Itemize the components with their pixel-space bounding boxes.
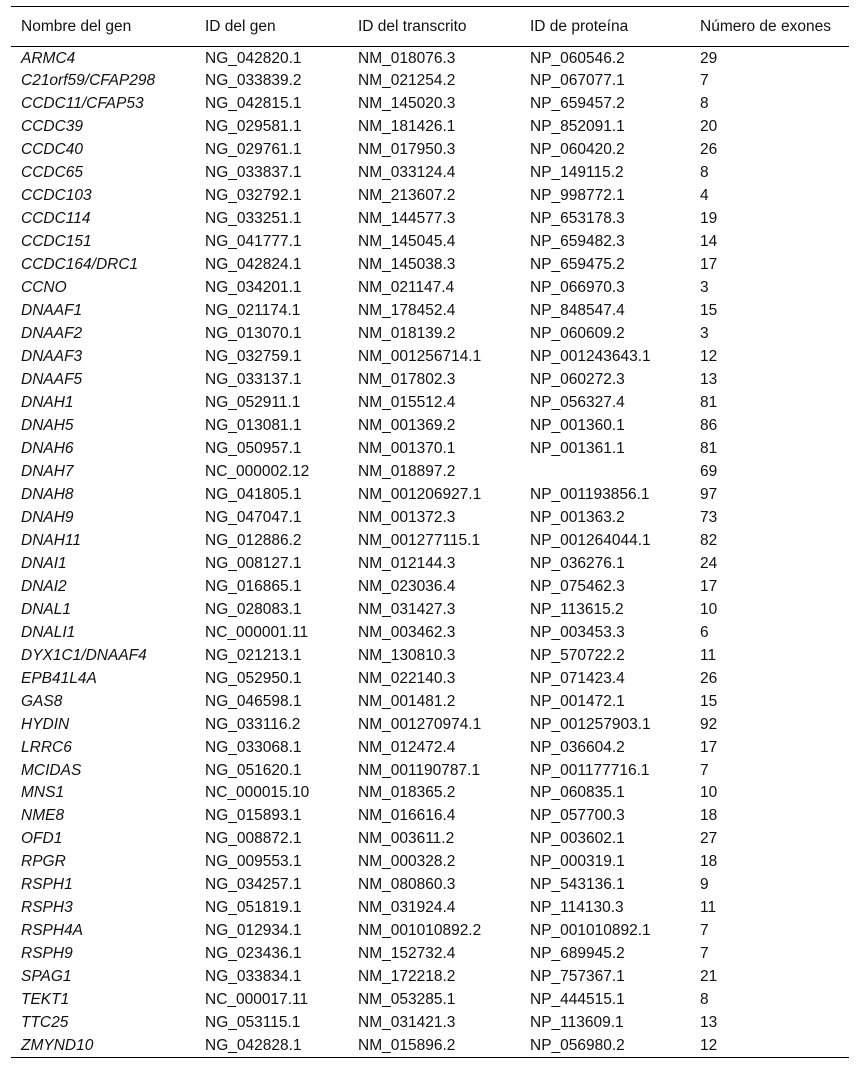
gene-name-cell: MCIDAS <box>21 761 82 779</box>
gene-name-cell: DNAH11 <box>21 531 82 549</box>
transcript-id-cell: NM_018897.2 <box>358 462 456 480</box>
protein-id-cell: NP_071423.4 <box>530 669 625 687</box>
table-row <box>11 782 849 805</box>
gene-name-cell: OFD1 <box>21 830 63 848</box>
gene-name-cell: HYDIN <box>21 715 70 733</box>
gene-name-cell: ZMYND10 <box>11 1034 195 1057</box>
exon-count-cell: 97 <box>700 485 718 503</box>
gene-id-cell: NG_041777.1 <box>205 233 302 251</box>
gene-name-cell: CCDC103 <box>21 187 92 205</box>
transcript-id-cell: NM_152732.4 <box>358 945 456 963</box>
table-row <box>11 92 849 115</box>
table-row <box>11 47 849 70</box>
exon-count-cell: 13 <box>700 1014 718 1032</box>
transcript-id-cell: NM_001369.2 <box>358 416 456 434</box>
table-row <box>11 827 849 850</box>
table-row <box>11 230 849 253</box>
gene-id-cell: NG_033068.1 <box>205 738 302 756</box>
gene-id-cell: NG_009553.1 <box>205 853 302 871</box>
transcript-id-cell: NM_021147.4 <box>358 279 455 297</box>
gene-name-cell: RPGR <box>21 853 66 871</box>
header-exon-count: Número de exones <box>690 7 849 47</box>
protein-id-cell: NP_056980.2 <box>520 1034 690 1057</box>
exon-count-cell: 7 <box>700 922 709 940</box>
exon-count-cell: 17 <box>700 577 718 595</box>
protein-id-cell: NP_001360.1 <box>530 416 625 434</box>
gene-name-cell: GAS8 <box>21 692 63 710</box>
exon-count-cell: 24 <box>700 554 718 572</box>
gene-id-cell: NG_012934.1 <box>205 922 302 940</box>
gene-name-cell: EPB41L4A <box>21 669 97 687</box>
protein-id-cell: NP_001257903.1 <box>530 715 651 733</box>
protein-id-cell: NP_149115.2 <box>530 164 624 182</box>
gene-id-cell: NG_046598.1 <box>205 692 302 710</box>
gene-id-cell: NG_047047.1 <box>205 508 302 526</box>
gene-name-cell: RSPH4A <box>21 922 84 940</box>
protein-id-cell: NP_075462.3 <box>530 577 625 595</box>
gene-id-cell: NG_051819.1 <box>205 899 302 917</box>
protein-id-cell: NP_848547.4 <box>530 302 625 320</box>
exon-count-cell: 73 <box>700 508 718 526</box>
protein-id-cell: NP_543136.1 <box>530 876 625 894</box>
transcript-id-cell: NM_145045.4 <box>358 233 456 251</box>
gene-id-cell: NG_013081.1 <box>205 416 302 434</box>
exon-count-cell: 86 <box>700 416 718 434</box>
table-row <box>11 483 849 506</box>
protein-id-cell: NP_689945.2 <box>530 945 625 963</box>
transcript-id-cell: NM_001370.1 <box>358 439 456 457</box>
protein-id-cell: NP_659475.2 <box>530 256 625 274</box>
protein-id-cell: NP_653178.3 <box>530 210 625 228</box>
table-row <box>11 575 849 598</box>
protein-id-cell: NP_003602.1 <box>530 830 625 848</box>
gene-table <box>11 6 849 1058</box>
gene-name-cell: CCNO <box>21 279 67 297</box>
exon-count-cell: 15 <box>700 302 718 320</box>
gene-id-cell: NG_021213.1 <box>205 646 302 664</box>
exon-count-cell: 69 <box>700 462 718 480</box>
protein-id-cell: NP_001243643.1 <box>530 348 651 366</box>
table-row <box>11 552 849 575</box>
exon-count-cell: 10 <box>700 784 718 802</box>
table-row <box>11 759 849 782</box>
gene-name-cell: DNAL1 <box>21 600 71 618</box>
transcript-id-cell: NM_001372.3 <box>358 508 456 526</box>
gene-id-cell: NG_032759.1 <box>205 348 302 366</box>
gene-id-cell: NG_013070.1 <box>205 325 302 343</box>
exon-count-cell: 8 <box>700 991 709 1009</box>
table-row <box>11 690 849 713</box>
protein-id-cell: NP_570722.2 <box>530 646 625 664</box>
table-row <box>11 391 849 414</box>
transcript-id-cell: NM_178452.4 <box>358 302 456 320</box>
gene-id-cell: NG_033834.1 <box>205 968 302 986</box>
transcript-id-cell: NM_018076.3 <box>358 49 456 67</box>
exon-count-cell: 82 <box>700 531 718 549</box>
table-row <box>11 115 849 138</box>
transcript-id-cell: NM_016616.4 <box>358 807 456 825</box>
protein-id-cell: NP_057700.3 <box>530 807 625 825</box>
gene-id-cell: NG_028083.1 <box>205 600 302 618</box>
protein-id-cell: NP_444515.1 <box>530 991 625 1009</box>
transcript-id-cell: NM_001206927.1 <box>358 485 482 503</box>
exon-count-cell: 17 <box>700 738 718 756</box>
gene-id-cell: NG_042824.1 <box>205 256 302 274</box>
gene-id-cell: NG_016865.1 <box>205 577 302 595</box>
table-row <box>11 253 849 276</box>
gene-name-cell: DNAI1 <box>21 554 67 572</box>
protein-id-cell: NP_998772.1 <box>530 187 625 205</box>
transcript-id-cell: NM_130810.3 <box>358 646 456 664</box>
gene-id-cell: NG_042820.1 <box>205 49 302 67</box>
protein-id-cell: NP_066970.3 <box>530 279 625 297</box>
transcript-id-cell: NM_144577.3 <box>358 210 456 228</box>
table-body <box>11 47 849 1058</box>
transcript-id-cell: NM_003611.2 <box>358 830 455 848</box>
table-row <box>11 506 849 529</box>
gene-id-cell: NG_032792.1 <box>205 187 302 205</box>
transcript-id-cell: NM_001481.2 <box>358 692 456 710</box>
exon-count-cell: 8 <box>700 95 709 113</box>
table-row <box>11 437 849 460</box>
gene-name-cell: CCDC39 <box>21 118 84 136</box>
gene-id-cell: NG_029581.1 <box>205 118 302 136</box>
protein-id-cell: NP_060420.2 <box>530 141 625 159</box>
table-row <box>11 850 849 873</box>
gene-name-cell: ARMC4 <box>21 49 76 67</box>
protein-id-cell: NP_001177716.1 <box>530 761 650 779</box>
gene-id-cell: NC_000015.10 <box>205 784 310 802</box>
table-row <box>11 919 849 942</box>
exon-count-cell: 27 <box>700 830 718 848</box>
gene-name-cell: TEKT1 <box>21 991 70 1009</box>
protein-id-cell: NP_113609.1 <box>530 1014 624 1032</box>
transcript-id-cell: NM_018365.2 <box>358 784 456 802</box>
transcript-id-cell: NM_021254.2 <box>358 72 456 90</box>
table-row <box>11 460 849 483</box>
gene-id-cell: NG_021174.1 <box>205 302 301 320</box>
protein-id-cell: NP_001472.1 <box>530 692 625 710</box>
protein-id-cell: NP_060272.3 <box>530 371 625 389</box>
gene-id-cell: NG_041805.1 <box>205 485 302 503</box>
transcript-id-cell: NM_172218.2 <box>358 968 456 986</box>
protein-id-cell: NP_036604.2 <box>530 738 625 756</box>
table-row <box>11 69 849 92</box>
gene-name-cell: RSPH9 <box>21 945 73 963</box>
gene-id-cell: NG_042815.1 <box>205 95 302 113</box>
table-row <box>11 138 849 161</box>
exon-count-cell: 20 <box>700 118 718 136</box>
exon-count-cell: 18 <box>700 807 718 825</box>
protein-id-cell: NP_852091.1 <box>530 118 625 136</box>
exon-count-cell: 4 <box>700 187 709 205</box>
protein-id-cell: NP_003453.3 <box>530 623 625 641</box>
gene-name-cell: DNAH8 <box>21 485 74 503</box>
gene-id-cell: NG_008127.1 <box>205 554 302 572</box>
gene-id-cell: NC_000001.11 <box>205 623 309 641</box>
transcript-id-cell: NM_213607.2 <box>358 187 456 205</box>
gene-id-cell: NG_034257.1 <box>205 876 302 894</box>
protein-id-cell: NP_060609.2 <box>530 325 625 343</box>
transcript-id-cell: NM_023036.4 <box>358 577 456 595</box>
gene-name-cell: CCDC11/CFAP53 <box>21 95 144 113</box>
exon-count-cell: 13 <box>700 371 718 389</box>
exon-count-cell: 7 <box>700 72 709 90</box>
protein-id-cell: NP_757367.1 <box>530 968 625 986</box>
exon-count-cell: 7 <box>700 761 709 779</box>
gene-id-cell: NG_029761.1 <box>205 141 302 159</box>
transcript-id-cell: NM_031427.3 <box>358 600 456 618</box>
table-row <box>11 736 849 759</box>
gene-name-cell: CCDC40 <box>21 141 84 159</box>
exon-count-cell: 18 <box>700 853 718 871</box>
transcript-id-cell: NM_001010892.2 <box>358 922 482 940</box>
header-protein-id: ID de proteína <box>520 7 690 47</box>
header-gene-id: ID del gen <box>195 7 348 47</box>
gene-name-cell: DNAAF1 <box>21 302 83 320</box>
transcript-id-cell: NM_031421.3 <box>358 1014 456 1032</box>
gene-id-cell: NG_033251.1 <box>205 210 302 228</box>
header-row <box>11 7 849 47</box>
gene-id-cell: NG_042828.1 <box>195 1034 348 1057</box>
gene-name-cell: CCDC164/DRC1 <box>21 256 139 274</box>
table-row <box>11 713 849 736</box>
exon-count-cell: 9 <box>700 876 709 894</box>
protein-id-cell: NP_060546.2 <box>530 49 625 67</box>
gene-id-cell: NG_033116.2 <box>205 715 301 733</box>
transcript-id-cell: NM_080860.3 <box>358 876 456 894</box>
transcript-id-cell: NM_000328.2 <box>358 853 456 871</box>
gene-name-cell: LRRC6 <box>21 738 72 756</box>
exon-count-cell: 14 <box>700 233 718 251</box>
table-row <box>11 873 849 896</box>
gene-name-cell: DNAAF3 <box>21 348 83 366</box>
gene-id-cell: NG_015893.1 <box>205 807 302 825</box>
gene-id-cell: NG_033137.1 <box>205 371 302 389</box>
protein-id-cell: NP_114130.3 <box>530 899 624 917</box>
protein-id-cell: NP_060835.1 <box>530 784 625 802</box>
protein-id-cell: NP_056327.4 <box>530 394 625 412</box>
table-row <box>11 896 849 919</box>
transcript-id-cell: NM_145020.3 <box>358 95 456 113</box>
exon-count-cell: 8 <box>700 164 709 182</box>
exon-count-cell: 12 <box>690 1034 849 1057</box>
transcript-id-cell: NM_018139.2 <box>358 325 456 343</box>
table-row <box>11 299 849 322</box>
exon-count-cell: 19 <box>700 210 718 228</box>
gene-name-cell: SPAG1 <box>21 968 72 986</box>
gene-id-cell: NG_053115.1 <box>205 1014 301 1032</box>
transcript-id-cell: NM_003462.3 <box>358 623 456 641</box>
protein-id-cell: NP_113615.2 <box>530 600 624 618</box>
gene-name-cell: DNAH1 <box>21 394 74 412</box>
table-row <box>11 276 849 299</box>
gene-id-cell: NG_012886.2 <box>205 531 302 549</box>
gene-name-cell: DNAH7 <box>21 462 74 480</box>
gene-id-cell: NG_008872.1 <box>205 830 302 848</box>
exon-count-cell: 11 <box>700 899 717 917</box>
gene-id-cell: NG_052911.1 <box>205 394 301 412</box>
table-row <box>11 942 849 965</box>
gene-id-cell: NC_000002.12 <box>205 462 310 480</box>
exon-count-cell: 3 <box>700 325 709 343</box>
gene-id-cell: NG_050957.1 <box>205 439 302 457</box>
transcript-id-cell: NM_001190787.1 <box>358 761 481 779</box>
gene-id-cell: NG_023436.1 <box>205 945 302 963</box>
gene-name-cell: DYX1C1/DNAAF4 <box>21 646 147 664</box>
transcript-id-cell: NM_033124.4 <box>358 164 456 182</box>
gene-name-cell: NME8 <box>21 807 65 825</box>
table-container <box>11 6 849 1058</box>
exon-count-cell: 7 <box>700 945 709 963</box>
table-header <box>11 7 849 47</box>
transcript-id-cell: NM_001256714.1 <box>358 348 482 366</box>
gene-name-cell: CCDC114 <box>21 210 91 228</box>
gene-name-cell: CCDC151 <box>21 233 92 251</box>
transcript-id-cell: NM_012472.4 <box>358 738 456 756</box>
table-row <box>11 644 849 667</box>
table-row <box>11 598 849 621</box>
exon-count-cell: 6 <box>700 623 709 641</box>
exon-count-cell: 3 <box>700 279 709 297</box>
protein-id-cell <box>520 460 690 483</box>
header-gene-name: Nombre del gen <box>11 7 195 47</box>
transcript-id-cell: NM_145038.3 <box>358 256 456 274</box>
gene-id-cell: NG_033839.2 <box>205 72 302 90</box>
table-row <box>11 207 849 230</box>
gene-id-cell: NG_033837.1 <box>205 164 302 182</box>
protein-id-cell: NP_000319.1 <box>530 853 625 871</box>
exon-count-cell: 26 <box>700 669 718 687</box>
gene-id-cell: NG_052950.1 <box>205 669 302 687</box>
transcript-id-cell: NM_017802.3 <box>358 371 456 389</box>
transcript-id-cell: NM_015896.2 <box>348 1034 520 1057</box>
transcript-id-cell: NM_015512.4 <box>358 394 456 412</box>
exon-count-cell: 12 <box>700 348 718 366</box>
gene-name-cell: C21orf59/CFAP298 <box>21 72 156 90</box>
exon-count-cell: 81 <box>700 394 718 412</box>
table-row <box>11 1034 849 1057</box>
table-row <box>11 1011 849 1034</box>
table-row <box>11 184 849 207</box>
gene-name-cell: DNAAF5 <box>21 371 83 389</box>
exon-count-cell: 10 <box>700 600 718 618</box>
transcript-id-cell: NM_181426.1 <box>358 118 456 136</box>
table-row <box>11 621 849 644</box>
protein-id-cell: NP_001264044.1 <box>530 531 651 549</box>
protein-id-cell: NP_001193856.1 <box>530 485 650 503</box>
gene-name-cell: RSPH3 <box>21 899 73 917</box>
table-row <box>11 368 849 391</box>
transcript-id-cell: NM_031924.4 <box>358 899 456 917</box>
exon-count-cell: 15 <box>700 692 718 710</box>
gene-name-cell: DNALI1 <box>21 623 76 641</box>
transcript-id-cell: NM_001277115.1 <box>358 531 481 549</box>
transcript-id-cell: NM_012144.3 <box>358 554 456 572</box>
transcript-id-cell: NM_001270974.1 <box>358 715 482 733</box>
exon-count-cell: 17 <box>700 256 718 274</box>
gene-id-cell: NG_034201.1 <box>205 279 302 297</box>
protein-id-cell: NP_659457.2 <box>530 95 625 113</box>
exon-count-cell: 11 <box>700 646 717 664</box>
gene-id-cell: NC_000017.11 <box>205 991 309 1009</box>
table-row <box>11 161 849 184</box>
protein-id-cell: NP_001010892.1 <box>530 922 651 940</box>
exon-count-cell: 26 <box>700 141 718 159</box>
gene-name-cell: DNAI2 <box>21 577 67 595</box>
gene-name-cell: DNAAF2 <box>21 325 83 343</box>
transcript-id-cell: NM_022140.3 <box>358 669 456 687</box>
table-row <box>11 804 849 827</box>
gene-name-cell: DNAH5 <box>21 416 74 434</box>
transcript-id-cell: NM_017950.3 <box>358 141 456 159</box>
header-transcript-id: ID del transcrito <box>348 7 520 47</box>
gene-name-cell: CCDC65 <box>21 164 84 182</box>
protein-id-cell: NP_001361.1 <box>530 439 625 457</box>
table-row <box>11 414 849 437</box>
table-row <box>11 988 849 1011</box>
gene-name-cell: DNAH6 <box>21 439 74 457</box>
table-row <box>11 529 849 552</box>
exon-count-cell: 29 <box>700 49 718 67</box>
protein-id-cell: NP_067077.1 <box>530 72 625 90</box>
exon-count-cell: 92 <box>700 715 718 733</box>
gene-name-cell: DNAH9 <box>21 508 74 526</box>
protein-id-cell: NP_036276.1 <box>530 554 625 572</box>
protein-id-cell: NP_659482.3 <box>530 233 625 251</box>
exon-count-cell: 21 <box>700 968 718 986</box>
table-row <box>11 345 849 368</box>
gene-id-cell: NG_051620.1 <box>205 761 302 779</box>
exon-count-cell: 81 <box>700 439 718 457</box>
transcript-id-cell: NM_053285.1 <box>358 991 456 1009</box>
gene-name-cell: TTC25 <box>21 1014 69 1032</box>
protein-id-cell: NP_001363.2 <box>530 508 625 526</box>
table-row <box>11 667 849 690</box>
gene-name-cell: MNS1 <box>21 784 65 802</box>
gene-name-cell: RSPH1 <box>21 876 73 894</box>
table-row <box>11 322 849 345</box>
table-row <box>11 965 849 988</box>
